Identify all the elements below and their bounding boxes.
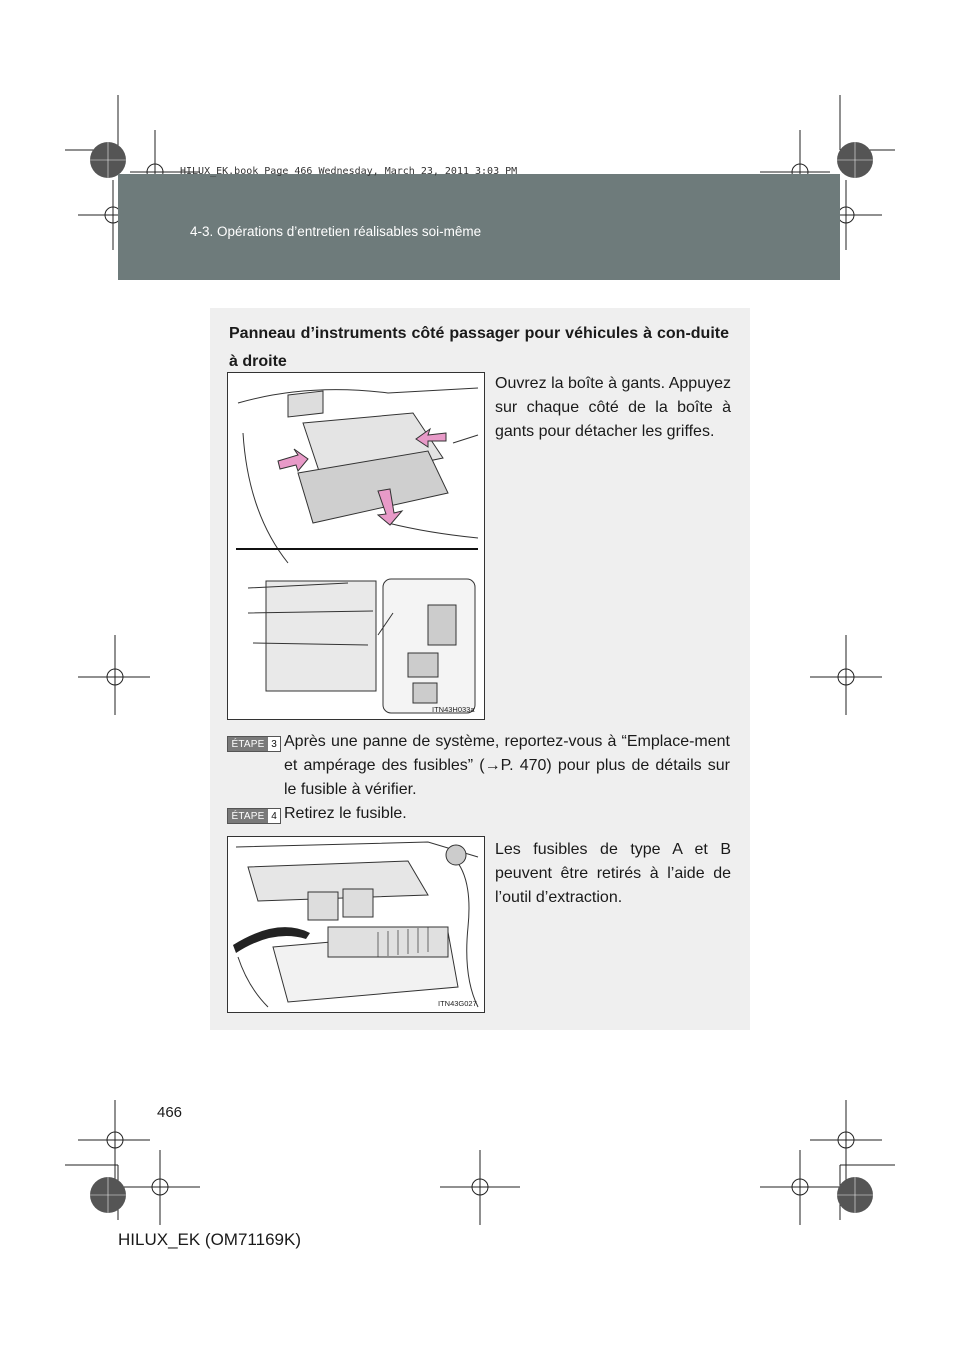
step-3-text: Après une panne de système, reportez-vous à “Emplace-ment et ampérage des fusibles” (→P. 470) pour plus de détails sur le fusible à vérifier. <box>284 733 730 798</box>
figure-2-code: ITN43G027 <box>438 999 477 1008</box>
panel-heading: Panneau d’instruments côté passager pour véhicules à con-duite à droite <box>229 325 729 370</box>
step-label: ÉTAPE <box>228 809 268 823</box>
step-number: 3 <box>271 738 277 750</box>
step-3-badge <box>227 736 281 752</box>
book-stamp: HILUX_EK.book Page 466 Wednesday, March 23, 2011 3:03 PM <box>180 166 518 177</box>
figure-1-code: ITN43H033a <box>432 705 475 714</box>
step-4-badge <box>227 808 281 824</box>
step-4-text: Retirez le fusible. <box>284 805 407 822</box>
instruction-2: Les fusibles de type A et B peuvent être retirés à l’aide de l’outil d’extraction. <box>495 841 731 906</box>
page-number: 466 <box>157 1104 183 1121</box>
glove-box-figure <box>227 372 485 720</box>
fuse-box-illustration <box>228 837 484 1012</box>
footer-model-code: HILUX_EK (OM71169K) <box>118 1230 301 1249</box>
glove-box-illustration <box>228 373 484 719</box>
step-label: ÉTAPE <box>228 737 268 751</box>
instruction-1: Ouvrez la boîte à gants. Appuyez sur chaque côté de la boîte à gants pour détacher les griffes. <box>495 375 731 440</box>
section-title: 4-3. Opérations d’entretien réalisables soi-même <box>190 224 482 239</box>
fuse-box-figure <box>227 836 485 1013</box>
step-number: 4 <box>271 810 277 822</box>
content-box <box>210 308 750 1030</box>
